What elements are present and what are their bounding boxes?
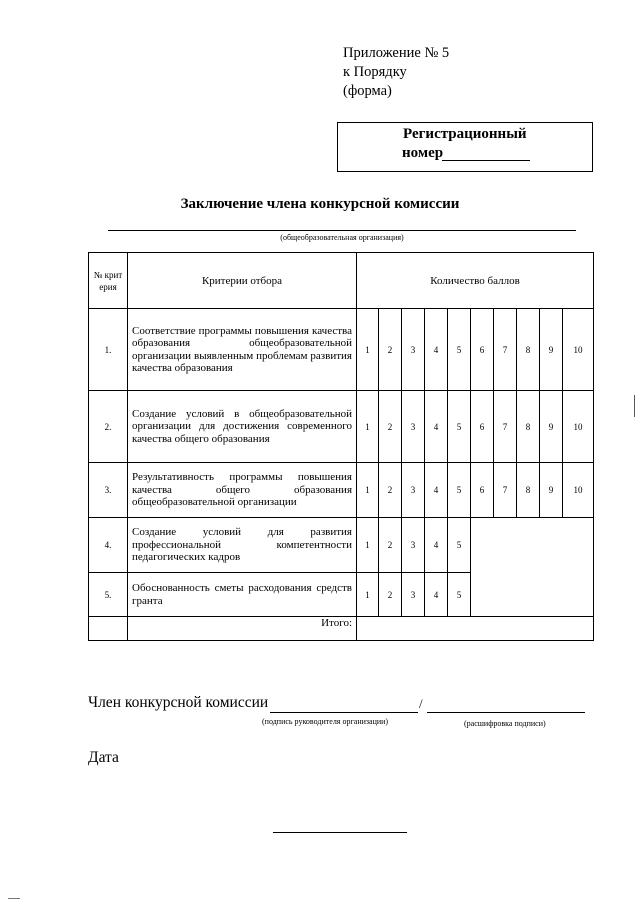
score-cell[interactable]: 5: [448, 518, 471, 573]
table-row: [89, 463, 594, 518]
decoding-caption: (расшифровка подписи): [464, 719, 546, 728]
criterion-number: 5.: [89, 573, 128, 617]
registration-number-label: номер: [402, 145, 444, 161]
criterion-number: 2.: [89, 391, 128, 463]
score-cell[interactable]: 6: [471, 309, 494, 391]
score-cell[interactable]: 7: [494, 463, 517, 518]
date-field[interactable]: [273, 832, 407, 833]
date-label: Дата: [88, 749, 119, 766]
document-title: Заключение члена конкурсной комиссии: [180, 196, 460, 212]
scan-artifact: [8, 898, 20, 899]
score-cell[interactable]: 1: [357, 391, 379, 463]
table-row: [89, 391, 594, 463]
score-cell[interactable]: 9: [540, 391, 563, 463]
score-cell[interactable]: 6: [471, 463, 494, 518]
empty-score-area: [471, 518, 594, 617]
score-cell[interactable]: 5: [448, 391, 471, 463]
score-cell[interactable]: 1: [357, 573, 379, 617]
score-cell[interactable]: 3: [402, 463, 425, 518]
signature-decoding-field[interactable]: [427, 712, 585, 713]
header-scores: Количество баллов: [357, 253, 594, 309]
score-cell[interactable]: 3: [402, 391, 425, 463]
total-label: Итого:: [128, 617, 357, 641]
score-cell[interactable]: 7: [494, 391, 517, 463]
score-cell[interactable]: 1: [357, 518, 379, 573]
scan-edge-mark: [634, 395, 635, 417]
total-value-field[interactable]: [357, 617, 594, 641]
score-cell[interactable]: 8: [517, 463, 540, 518]
signature-caption: (подпись руководителя организации): [262, 717, 389, 726]
score-cell[interactable]: 4: [425, 573, 448, 617]
score-cell[interactable]: 10: [563, 463, 594, 518]
score-cell[interactable]: 8: [517, 309, 540, 391]
score-cell[interactable]: 7: [494, 309, 517, 391]
table-row: [89, 309, 594, 391]
score-cell[interactable]: 3: [402, 309, 425, 391]
score-cell[interactable]: 2: [379, 573, 402, 617]
appendix-line-1: Приложение № 5: [343, 45, 450, 61]
criterion-text: Результативность программы повышения качества общего образования общеобразовательной организации: [128, 463, 357, 518]
score-cell[interactable]: 9: [540, 463, 563, 518]
header-criterion-number: № крит ерия: [89, 253, 128, 309]
criterion-number: 4.: [89, 518, 128, 573]
score-cell[interactable]: 4: [425, 518, 448, 573]
criteria-table: [88, 252, 594, 641]
score-cell[interactable]: 5: [448, 309, 471, 391]
signature-field[interactable]: [270, 712, 418, 713]
score-cell[interactable]: 5: [448, 463, 471, 518]
score-cell[interactable]: 4: [425, 463, 448, 518]
score-cell[interactable]: 10: [563, 391, 594, 463]
criterion-text: Создание условий для развития профессиональной компетентности педагогических кадров: [128, 518, 357, 573]
score-cell[interactable]: 9: [540, 309, 563, 391]
score-cell[interactable]: 6: [471, 391, 494, 463]
header-criteria: Критерии отбора: [128, 253, 357, 309]
member-label: Член конкурсной комиссии: [88, 694, 269, 711]
appendix-header: [343, 44, 449, 101]
score-cell[interactable]: 5: [448, 573, 471, 617]
appendix-line-2: к Порядку: [343, 64, 407, 80]
organization-caption: (общеобразовательная организация): [280, 233, 404, 242]
organization-field[interactable]: [108, 230, 576, 231]
score-cell[interactable]: 3: [402, 518, 425, 573]
criterion-text: Соответствие программы повышения качества образования общеобразовательной организации выявленным проблемам развития качества образования: [128, 309, 357, 391]
table-row: [89, 518, 594, 573]
appendix-line-3: (форма): [343, 83, 392, 99]
score-cell[interactable]: 1: [357, 463, 379, 518]
criterion-number: 1.: [89, 309, 128, 391]
registration-label: Регистрационный: [403, 126, 527, 142]
score-cell[interactable]: 2: [379, 463, 402, 518]
score-cell[interactable]: 1: [357, 309, 379, 391]
signature-separator: /: [419, 696, 423, 711]
score-cell[interactable]: 2: [379, 309, 402, 391]
score-cell[interactable]: 8: [517, 391, 540, 463]
total-number-cell: [89, 617, 128, 641]
criterion-text: Создание условий в общеобразовательной организации для достижения современного качества общего образования: [128, 391, 357, 463]
total-row: [89, 617, 594, 641]
score-cell[interactable]: 10: [563, 309, 594, 391]
criterion-number: 3.: [89, 463, 128, 518]
score-cell[interactable]: 2: [379, 518, 402, 573]
registration-number-field[interactable]: [442, 160, 530, 161]
score-cell[interactable]: 4: [425, 309, 448, 391]
criterion-text: Обоснованность сметы расходования средств гранта: [128, 573, 357, 617]
score-cell[interactable]: 4: [425, 391, 448, 463]
score-cell[interactable]: 3: [402, 573, 425, 617]
score-cell[interactable]: 2: [379, 391, 402, 463]
